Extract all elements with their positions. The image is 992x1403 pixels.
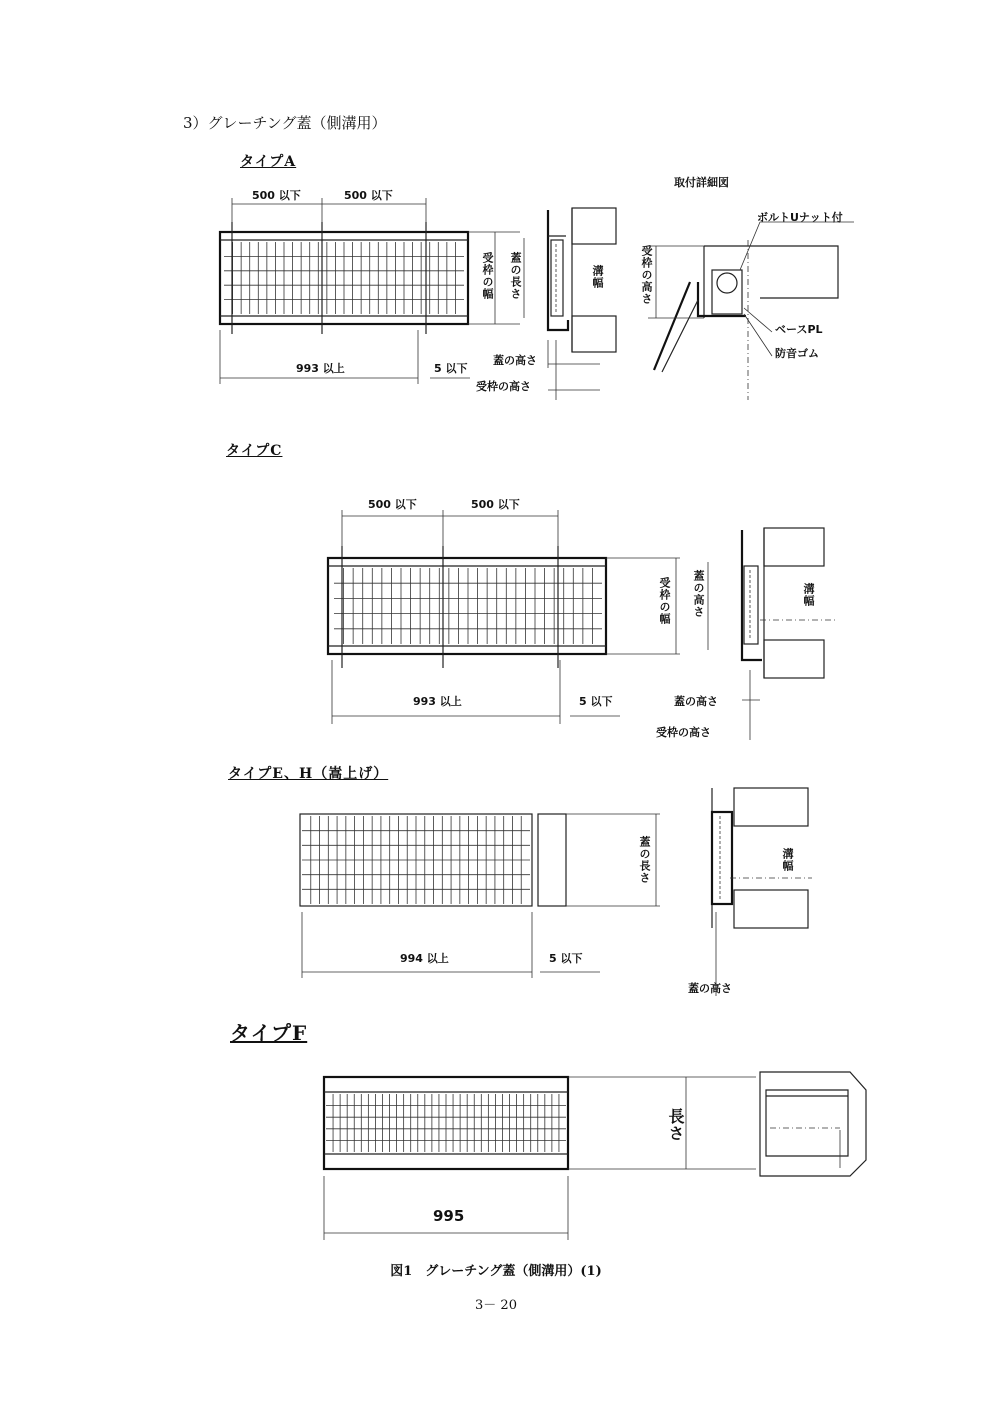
type-eh-plan-view (300, 814, 660, 978)
type-a-detail-title: 取付詳細図 (674, 176, 729, 189)
type-c-title: タイプC (226, 443, 283, 459)
type-a-dim-500-left: 500 以下 (252, 189, 301, 202)
type-a-detail-frame-height: 受枠の高さ (640, 245, 653, 305)
type-a-dim-5: 5 以下 (434, 362, 468, 375)
type-a-label-cover-height: 蓋の高さ (493, 354, 537, 367)
type-eh-label-length: 蓋の長さ (638, 836, 651, 884)
type-f-dim-995: 995 (433, 1207, 465, 1225)
type-f-label-length: 長さ (666, 1108, 685, 1142)
type-f-plan-view (324, 1077, 756, 1240)
type-c-label-width: 受枠の幅 (658, 577, 671, 625)
type-c-label-frame-height: 受枠の高さ (656, 726, 711, 739)
type-c-dim-500-left: 500 以下 (368, 498, 417, 511)
page-number: 3－ 20 (475, 1298, 517, 1313)
type-f-title: タイプF (230, 1021, 308, 1045)
type-a-label-length: 蓋の長さ (509, 252, 522, 300)
type-eh-label-channel: 溝幅 (781, 848, 794, 872)
type-c-section-view (742, 528, 836, 740)
type-a-section-view (548, 208, 616, 400)
type-c-plan-view (328, 510, 708, 724)
section-heading: 3）グレーチング蓋（側溝用） (183, 114, 387, 132)
type-c-label-height: 蓋の高さ (692, 570, 705, 618)
type-eh-dim-5: 5 以下 (549, 952, 583, 965)
type-a-detail-bolt: ボルトUナット付 (757, 211, 843, 224)
type-c-label-channel: 溝幅 (802, 583, 815, 607)
figure-caption: 図1 グレーチング蓋（側溝用）(1) (390, 1264, 602, 1279)
type-eh-label-cover-height: 蓋の高さ (688, 982, 732, 995)
type-c-dim-993: 993 以上 (413, 695, 462, 708)
type-c-dim-5: 5 以下 (579, 695, 613, 708)
type-a-detail-rubber: 防音ゴム (775, 347, 819, 360)
type-eh-section-view (712, 788, 812, 996)
type-a-title: タイプA (240, 154, 297, 170)
type-a-label-width: 受枠の幅 (481, 252, 494, 300)
type-a-detail-view (648, 222, 854, 400)
type-a-plan-view (220, 198, 524, 384)
type-a-dim-993: 993 以上 (296, 362, 345, 375)
type-a-label-channel: 溝幅 (591, 265, 604, 289)
type-c-dim-500-right: 500 以下 (471, 498, 520, 511)
type-eh-title: タイプE、H（嵩上げ） (228, 766, 389, 782)
type-c-label-cover-height: 蓋の高さ (674, 695, 718, 708)
type-a-label-frame-height: 受枠の高さ (476, 380, 531, 393)
type-a-detail-base: ベースPL (775, 323, 823, 336)
type-a-dim-500-right: 500 以下 (344, 189, 393, 202)
type-eh-dim-994: 994 以上 (400, 952, 449, 965)
type-f-section-view (760, 1072, 866, 1176)
